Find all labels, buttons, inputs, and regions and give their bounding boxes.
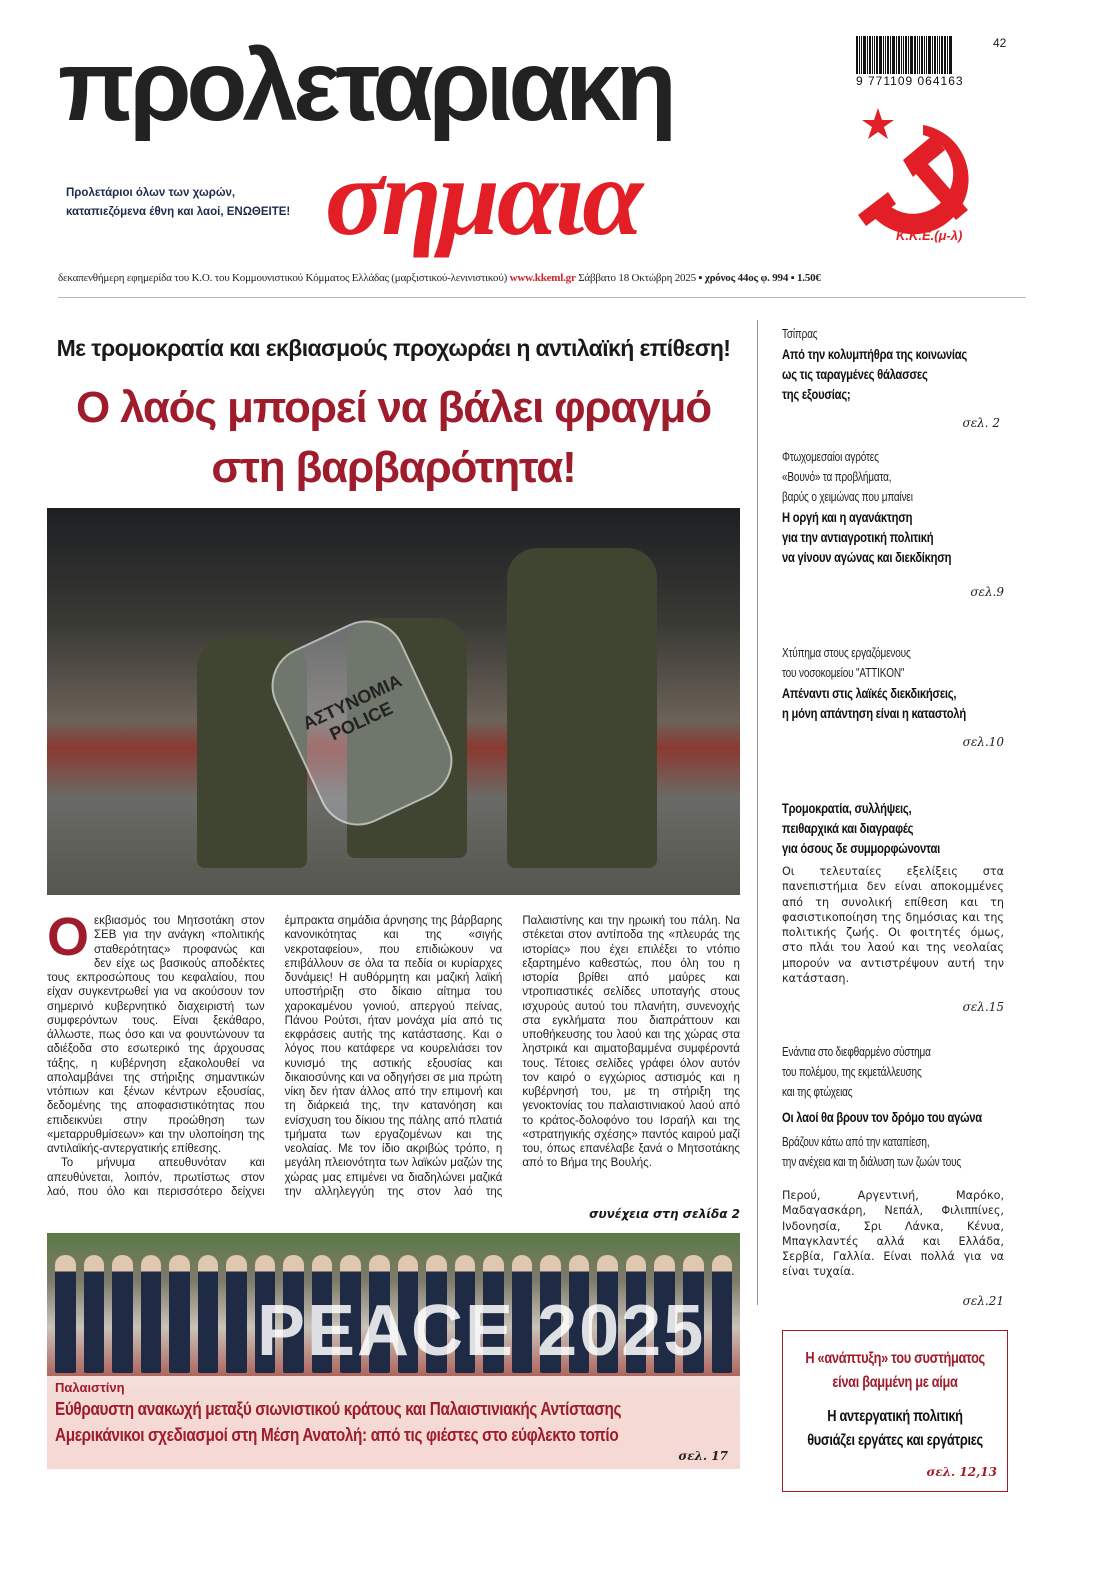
barcode-bar: [917, 36, 918, 74]
sidebar-item-peoples[interactable]: [782, 1042, 1004, 1308]
barcode-bar: [863, 36, 866, 74]
barcode-bar: [874, 36, 875, 74]
continued-link[interactable]: συνέχεια στη σελίδα 2: [589, 1207, 740, 1221]
sidebar-kicker: Φτωχομεσαίοι αγρότες: [782, 450, 879, 464]
barcode-bar: [861, 36, 862, 74]
barcode-bar: [924, 36, 925, 74]
barcode-bar: [896, 36, 897, 74]
barcode-bar: [879, 36, 882, 74]
barcode-bar: [903, 36, 904, 74]
page-ref: σελ.10: [962, 735, 1004, 749]
masthead-title-top: προλεταριακη: [58, 30, 672, 142]
sidebar-kicker: Ενάντια στο διεφθαρμένο σύστημα: [782, 1045, 931, 1059]
lead-headline: [47, 378, 740, 498]
photo-figure: [507, 548, 657, 868]
barcode-bar: [887, 36, 889, 74]
box-subheadline: θυσιάζει εργάτες και εργάτριες: [807, 1432, 983, 1449]
sidebar-headline: Απέναντι στις λαϊκές διεκδικήσεις,: [782, 685, 957, 701]
photo-person: [112, 1255, 133, 1373]
price: 1.50€: [796, 272, 821, 284]
box-headline: είναι βαμμένη με αίμα: [832, 1374, 958, 1391]
hammer-sickle-star-icon: [848, 100, 1008, 245]
sidebar-kicker: «Βουνό» τα προβλήματα,: [782, 470, 892, 484]
info-line: δεκαπενθήμερη εφημερίδα του Κ.Ο. του Κομμουνιστικού Κόμματος Ελλάδας (μαρξιστικού-λενινιστικού) www.kkeml.gr Σάββατο 18 Οκτώβρη 2025 ▪ χρόνος 44ος φ. 994 ▪ 1.50€: [58, 272, 821, 284]
photo-person: [55, 1255, 76, 1373]
sidebar-text: Περού, Αργεντινή, Μαρόκο, Μαδαγασκάρη, Νεπάλ, Φιλιππίνες, Ινδονησία, Σρι Λάνκα, Κένυα, Μπαγκλαντές αλλά και Ελλάδα, Σερβία, Γαλλία. Είναι πολλά για να είναι τυχαία.: [782, 1189, 1004, 1279]
lead-article-body: [47, 907, 740, 1199]
sidebar-kicker: και της φτώχειας: [782, 1085, 853, 1099]
sidebar-headline: για την αντιαγροτική πολιτική: [782, 529, 934, 545]
barcode-bar: [914, 36, 916, 74]
bottom-story-headline[interactable]: Αμερικάνικοι σχεδιασμοί στη Μέση Ανατολή: από τις φιέστες στο εύφλεκτο τοπίο: [55, 1425, 619, 1445]
column-divider: [757, 320, 758, 1305]
slogan: [66, 184, 290, 222]
logo-text: Κ.Κ.Ε.(μ-λ): [896, 228, 963, 243]
page-ref: σελ.21: [962, 1293, 1004, 1308]
sidebar-headline: Οι λαοί θα βρουν τον δρόμο του αγώνα: [782, 1109, 982, 1125]
box-subheadline: Η αντεργατική πολιτική: [827, 1408, 963, 1425]
barcode-bar: [885, 36, 886, 74]
sidebar-item-universities[interactable]: [782, 798, 1004, 1042]
barcode-bar: [905, 36, 907, 74]
lead-article: [47, 907, 740, 1469]
barcode-bar: [908, 36, 909, 74]
barcode-bar: [934, 36, 936, 74]
sidebar-kicker: του νοσοκομείου "ATTIKON": [782, 666, 905, 680]
barcode-bar: [901, 36, 902, 74]
sidebar-headline: η μόνη απάντηση είναι η καταστολή: [782, 705, 966, 721]
page-ref[interactable]: σελ. 17: [678, 1449, 728, 1463]
barcode-bar: [932, 36, 933, 74]
headline-line: Ο λαός μπορεί να βάλει φραγμό: [76, 383, 711, 432]
sidebar-headline: για όσους δε συμμορφώνονται: [782, 840, 940, 856]
page-ref: σελ.9: [970, 585, 1004, 599]
headline-line: στη βαρβαρότητα!: [211, 443, 576, 492]
lead-kicker: Με τρομοκρατία και εκβιασμούς προχωράει η αντιλαϊκή επίθεση!: [56, 335, 731, 361]
page-ref: σελ. 12,13: [926, 1465, 997, 1479]
slogan-line: καταπιεζόμενα έθνη και λαοί, ΕΝΩΘΕΙΤΕ!: [66, 206, 291, 218]
article-paragraph: Το μήνυμα απευθυνόταν και απευθύνεται, λοιπόν, πρωτίστως στον λαό, που όλο και περισσότερο δείχνει έμπρακτα σημάδια άρνησης της βάρβαρης κανονικότητας και της «σιγής νεκροταφείου», που επιδιώκουν να επιβάλλουν σε όλα τα πεδία οι κυρίαρχες δυνάμεις! Η αυθόρμητη και μαζική λαϊκή υποστήριξη στο δίκαιο αίτημα του χαροκαμένου γονιού, απεργού πείνας, Πάνου Ρούτσι, ήταν μονάχα μία από τις εκφράσεις αυτής της κατάστασης. Και ο λόγος που κατάφερε να κουρελιάσει τον κυνισμό της αστικής εξουσίας και δικαιοσύνης και να οδηγήσει σε μια πρώτη νίκη δεν ήταν άλλος από την επιμονή και τη διάρκειά της, την κατανόηση και ενίσχυση του δίκιου της πάλης από πλατιά τμήματα των εργαζομένων και της νεολαίας. Με τον ίδιο ακριβώς τρόπο, η μεγάλη πλειονότητα των λαϊκών μαζών της χώρας μας επιμένει να διαδηλώνει μαζικά την αλληλεγγύη της στον λαό της Παλαιστίνης και την ηρωική του πάλη. Να στέκεται στον αντίποδα της «πλευράς της ιστορίας» που έχει επιλέξει το ντόπιο εξαρτημένο καθεστώς, που όλη του η ιστορία βρίθει από μαύρες και ντροπιαστικές σελίδες υποταγής στους ισχυρούς αυτού του πλανήτη, συνενοχής στα εγκλήματα που διαπράττουν και υποθήκευσης του λαού και της χώρας στα ληστρικά και αιματοβαμμένα συμφέροντά τους. Τέτοιες σελίδες γράφει όλον αυτόν τον καιρό ο εγχώριος αστισμός και η κυβέρνησή του, με τη στήριξη της γενοκτονίας του παλαιστινιακού λαού από το κράτος-δολοφόνο του Ισραήλ και της «στρατηγικής σχέσης» παντός καιρού μαζί του, όπως επανέλαβε ξανά ο Μητσοτάκης από το Βήμα της Βουλής.: [47, 915, 740, 1198]
slogan-line: Προλετάριοι όλων των χωρών,: [66, 187, 236, 199]
bottom-story-caption: [47, 1376, 740, 1469]
drop-cap: Ο: [47, 907, 90, 967]
sidebar-item-attikon[interactable]: [782, 643, 1004, 798]
photo-banner-text: PEACE 2025: [257, 1291, 706, 1371]
barcode-bar: [876, 36, 878, 74]
sidebar-headline: Η οργή και η αγανάκτηση: [782, 509, 913, 525]
barcode-bar: [890, 36, 891, 74]
barcode-bar: [856, 36, 858, 74]
workers-box[interactable]: [782, 1330, 1008, 1492]
sidebar-headline: Από την κολυμπήθρα της κοινωνίας: [782, 346, 968, 362]
bottom-story-headline[interactable]: Εύθραυστη ανακωχή μεταξύ σιωνιστικού κράτους και Παλαιστινιακής Αντίστασης: [55, 1399, 622, 1419]
barcode-bars: [856, 36, 981, 74]
photo-person: [141, 1255, 162, 1373]
photo-person: [712, 1255, 733, 1373]
header-divider: [58, 297, 1026, 298]
sidebar-kicker: Χτύπημα στους εργαζόμενους: [782, 646, 911, 660]
bottom-story-kicker: Παλαιστίνη: [55, 1380, 125, 1395]
barcode-bar: [928, 36, 931, 74]
photo-person: [84, 1255, 105, 1373]
sidebar: [782, 324, 1004, 1308]
photo-person: [198, 1255, 219, 1373]
barcode: [856, 36, 981, 96]
page-ref: σελ. 2: [962, 416, 1000, 430]
sidebar-kicker: Τσίπρας: [782, 327, 818, 341]
barcode-bar: [869, 36, 871, 74]
paper-description: δεκαπενθήμερη εφημερίδα του Κ.Ο. του Κομμουνιστικού Κόμματος Ελλάδας (μαρξιστικού-λενινιστικού): [58, 272, 508, 284]
barcode-bar: [921, 36, 923, 74]
barcode-bar: [892, 36, 895, 74]
website-link[interactable]: www.kkeml.gr: [509, 272, 576, 284]
sidebar-headline: πειθαρχικά και διαγραφές: [782, 820, 914, 836]
sidebar-subtitle: την ανέχεια και τη διάλυση των ζωών τους: [782, 1155, 962, 1169]
issue-volume: χρόνος 44ος φ. 994: [704, 272, 789, 284]
barcode-bar: [883, 36, 884, 74]
page-ref: σελ.15: [962, 1000, 1004, 1015]
sidebar-headline: Τρομοκρατία, συλλήψεις,: [782, 800, 912, 816]
barcode-bar: [910, 36, 913, 74]
issue-date: Σάββατο 18 Οκτώβρη 2025: [578, 272, 696, 284]
sidebar-item-tsipras[interactable]: [782, 324, 1004, 447]
photo-person: [226, 1255, 247, 1373]
masthead-title-bottom: σημαια: [325, 136, 641, 258]
barcode-bar: [941, 36, 943, 74]
sidebar-text: Οι τελευταίες εξελίξεις στα πανεπιστήμια δεν είναι αποκομμένες από τη συνολική επίθεση και τη φασιστικοποίηση της δημόσιας και της πολιτικής ζωής. Οι φοιτητές όμως, στο πλάι του λαού και της νεολαίας μπορούν να αντιστρέψουν αυτή την κατάσταση.: [782, 865, 1004, 986]
barcode-bar: [859, 36, 860, 74]
barcode-bar: [937, 36, 938, 74]
photo-person: [169, 1255, 190, 1373]
sidebar-item-farmers[interactable]: [782, 447, 1004, 643]
sidebar-subtitle: Βράζουν κάτω από την καταπίεση,: [782, 1135, 930, 1149]
paragraph-text: εκβιασμός του Μητσοτάκη στον ΣΕΒ για την ανάγκη «πολιτικής σταθερότητας» προφανώς και δεν είχε ως βασικούς αποδέκτες τους εκπροσώπους του κεφαλαίου, που είχαν συγκεντρωθεί για να ακούσουν τον σημερινό κυβερνητικό διαχειριστή των συμφερόντων τους. Είναι ξεκάθαρο, άλλωστε, πως όσο και να φουντώνουν τα αδιέξοδα στο εσωτερικό της άρχουσας τάξης, η κυβέρνηση εξακολουθεί να απολαμβάνει της στήριξης σημαντικών ντόπιων και ξένων κέντρων εξουσίας, δεδομένης της αποφασιστικότητας που επιδεικνύει στην προώθηση των «μεταρρυθμίσεων» και την υλοποίηση της αντιλαϊκής-αντεργατικής επίθεσης.: [47, 915, 265, 1155]
sidebar-headline: ως τις ταραγμένες θάλασσες: [782, 366, 928, 382]
sidebar-headline: να γίνουν αγώνας και διεκδίκηση: [782, 549, 952, 565]
sidebar-headline: της εξουσίας;: [782, 386, 851, 402]
bottom-story-photo: [47, 1233, 740, 1469]
barcode-number: 9 771109 064163: [856, 74, 964, 88]
sidebar-kicker: του πολέμου, της εκμετάλλευσης: [782, 1065, 922, 1079]
lead-photo: [47, 508, 740, 895]
barcode-bar: [898, 36, 900, 74]
barcode-bar: [919, 36, 920, 74]
barcode-bar: [939, 36, 940, 74]
barcode-bar: [926, 36, 927, 74]
box-headline: Η «ανάπτυξη» του συστήματος: [805, 1350, 985, 1367]
barcode-bar: [944, 36, 946, 74]
barcode-bar: [872, 36, 873, 74]
article-paragraph: [47, 907, 265, 1156]
sidebar-kicker: βαρύς ο χειμώνας που μπαίνει: [782, 490, 913, 504]
issue-code: 42: [993, 36, 1007, 50]
barcode-bar: [949, 36, 952, 74]
barcode-bar: [947, 36, 948, 74]
barcode-bar: [867, 36, 868, 74]
riot-shield: ΑΣΤΥΝΟΜΙΑ POLICE: [258, 607, 465, 838]
